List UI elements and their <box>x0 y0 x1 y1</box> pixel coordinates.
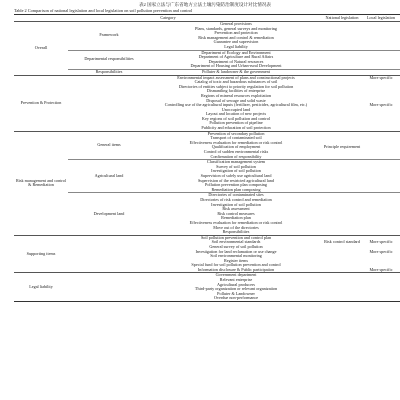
item-label: Remediation plan composing <box>211 187 261 192</box>
local-cell: More specific <box>369 249 393 254</box>
item-label: Agricultural producers <box>216 282 256 287</box>
item-label: Supervision of safely use agricultural land <box>200 174 272 178</box>
item-label: Information disclosure & Public participation <box>197 267 275 272</box>
item-label: Third-party organization or relevant organization <box>194 287 278 292</box>
item-label: Investigation for land reclamation or use change <box>195 249 277 254</box>
item-label: Classification management system <box>150 160 322 165</box>
item-label: Register items <box>223 258 249 263</box>
header-national: National legislation <box>325 14 359 20</box>
national-cell: Risk control standard <box>324 240 360 245</box>
item-label: Move out of the directories <box>213 225 259 230</box>
item-label: Legal liability <box>224 44 248 49</box>
item-label: Catalog of toxic and hazardous substances of soil <box>194 80 278 85</box>
item-label: Soil pollution prevention and control plan <box>150 235 322 240</box>
item-label: General provisions <box>150 22 322 27</box>
item-label: Publicity and education of soil protection <box>201 126 271 131</box>
item-label: Soil environmental standards <box>211 240 261 245</box>
group-label: Development land <box>68 193 150 235</box>
section-label: Supporting items <box>14 235 68 273</box>
local-cell: More specific <box>369 240 393 245</box>
item-label: Confirmation of responsibility <box>210 154 262 159</box>
section-label: Prevention & Protection <box>14 75 68 131</box>
item-label: Unoccupied land <box>221 107 251 112</box>
item-label: Effectiveness evaluation for remediation or risk control <box>189 220 283 225</box>
table-header <box>14 15 400 22</box>
item-label: Prevention and protection <box>214 31 258 36</box>
item-label: Investigation of soil pollution <box>211 202 261 207</box>
item-label: Remediation plan <box>221 216 251 221</box>
group-label: Departmental responsibilities <box>68 50 150 69</box>
item-label: Prevention of secondary pollution <box>150 131 322 136</box>
item-label: Polluter & landowner & the government <box>150 69 322 75</box>
item-label: Control of sudden environmental risks <box>203 150 269 155</box>
group-label: Responsibilities <box>68 69 150 75</box>
caption-english: Table 2 Comparison of national legislation and local legislation on soil pollution prevention and control <box>14 8 193 13</box>
header-category: Category <box>160 14 176 20</box>
item-label: Guarantee and supervision <box>213 40 259 45</box>
item-label: Plans, standards, general surveys and monitoring <box>195 26 277 31</box>
section-label: Overall <box>14 22 68 76</box>
item-label: Risk control measures <box>217 211 255 216</box>
item-label: Government department <box>150 273 322 278</box>
item-label: Responsibilities <box>222 230 250 235</box>
item-label: Effectiveness evaluation for remediation or risk control <box>189 140 283 145</box>
caption-chinese: 表2 国家立法与广东省地方立法土壤污染防治制度设计对比情况表 <box>138 2 272 7</box>
local-cell: More specific <box>369 267 393 272</box>
group-label: General items <box>68 131 150 160</box>
local-cell: More specific <box>362 75 400 80</box>
item-label: Survey of soil pollution <box>216 164 256 169</box>
item-label: Department of Natural resources <box>208 59 264 64</box>
group-label: Agricultural land <box>68 160 150 193</box>
item-label: Risk management and control & remediation <box>198 35 274 40</box>
section-label: Risk management and control & Remediation <box>14 131 68 235</box>
item-label: Directories of risk control and remediation <box>200 197 272 202</box>
item-label: Controlling use of the agricultural inputs (fertilizer, pesticides, agricultural film, etc.) <box>164 103 308 108</box>
item-label: Soil environmental monitoring <box>210 254 262 259</box>
item-label: Polluter & Landowner <box>217 291 255 296</box>
national-cell <box>322 296 362 301</box>
item-label: Investigation of soil pollution <box>211 169 261 174</box>
item-label: Directories of contaminated sites <box>150 193 322 198</box>
item-label: Regions of mineral resources exploitation <box>201 93 272 98</box>
group-label <box>68 75 150 131</box>
item-label: Disposal of sewage and solid waste <box>206 98 266 103</box>
item-label: Department of Agriculture and Rural Affairs <box>198 55 274 60</box>
item-label: General survey of soil pollution <box>209 244 263 249</box>
item-label: Department of Ecology and Environment <box>150 50 322 55</box>
header-local: Local legislation <box>367 14 396 20</box>
local-cell: More specific <box>369 103 393 108</box>
national-cell: Principle requirement <box>323 145 361 150</box>
table-body <box>14 22 400 302</box>
item-label: Directories of entities subject to priority regulation for soil pollution <box>178 84 294 89</box>
item-label: Transport of contaminated soil <box>210 136 262 141</box>
group-label <box>68 235 150 273</box>
item-label: Key regions of soil pollution and control <box>201 116 271 121</box>
comparison-table <box>14 14 400 302</box>
table-caption <box>0 2 400 14</box>
item-label: Supervision of the restricted agricultural land <box>198 178 274 183</box>
item-label: Department of Housing and Urban-rural Development <box>190 64 282 69</box>
item-label: Pollution prevention plan composing <box>205 183 267 188</box>
item-label: Dismantling facilities of enterprise <box>206 89 266 94</box>
group-label <box>68 273 150 302</box>
section-label: Legal liability <box>14 273 68 302</box>
group-label: Framework <box>68 22 150 51</box>
item-label: Pollution prevention of pipeline <box>209 121 263 126</box>
item-label: Risk assessment <box>222 207 250 212</box>
local-cell <box>362 296 400 301</box>
item-label: Layout and location of new projects <box>205 112 267 117</box>
item-label: Relevant enterprise <box>219 278 253 283</box>
item-label: Environmental impact assessment of plans and constructional projects <box>150 75 322 80</box>
item-label: Overdue non-performance <box>213 296 259 301</box>
item-label: Special fund for soil pollution prevention and control <box>191 263 281 268</box>
item-label: Qualification of employment <box>211 145 261 150</box>
